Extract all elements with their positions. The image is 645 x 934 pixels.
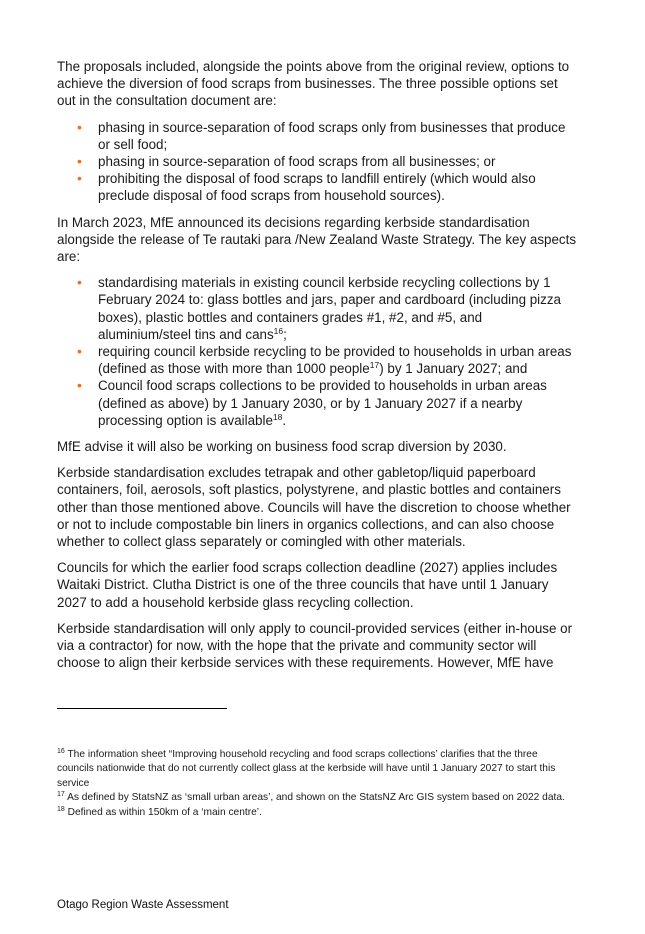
- footnote-18: $^{18}$ Defined as within 150km of a ‘main centre’.: [57, 805, 262, 818]
- footnote-ref: 16: [273, 325, 284, 336]
- bullet-icon: •: [77, 274, 82, 291]
- list-item: • Council food scraps collections to be provided to households in urban areas (defined as above) by 1 January 2030, or by 1 January 2027 if a nearby processing option is available$^{18}$.: [77, 377, 547, 428]
- bullet-icon: •: [77, 153, 82, 170]
- bullet-icon: •: [77, 343, 82, 360]
- paragraph-proposals: The proposals included, alongside the points above from the original review, options to achieve the diversion of food scraps from businesses. The three possible options set out in the consultation document are:: [57, 59, 570, 109]
- footnote-ref: 17: [369, 360, 380, 371]
- bullet-icon: •: [77, 170, 82, 187]
- page-footer: Otago Region Waste Assessment: [57, 899, 229, 911]
- paragraph-march-2023: In March 2023, MfE announced its decisions regarding kerbside standardisation alongside the release of Te rautaki para /New Zealand Waste Strategy. The key aspects are:: [57, 214, 577, 265]
- footnotes: [57, 748, 577, 820]
- footnote-17: $^{17}$ As defined by StatsNZ as ‘small urban areas’, and shown on the StatsNZ Arc GIS system based on 2022 data.: [57, 791, 565, 804]
- list-item: • phasing in source-separation of food scraps only from businesses that produce or sell food;: [77, 118, 566, 152]
- list-item: • requiring council kerbside recycling to be provided to households in urban areas (defined as those with more than 1000 people$^{17}$) by 1 January 2027; and: [77, 343, 572, 377]
- food-scrap-options-list: [57, 119, 577, 205]
- list-item: • prohibiting the disposal of food scraps to landfill entirely (which would also preclude disposal of food scraps from household sources).: [77, 170, 536, 204]
- paragraph-exclusions: Kerbside standardisation excludes tetrapak and other gabletop/liquid paperboard containers, foil, aerosols, soft plastics, polystyrene, and plastic bottles and containers other than those mentioned above. Councils will have the discretion to choose whether or not to include compostable bin liners in organics collections, and can also choose whether to collect glass separately or comingled with other materials.: [57, 465, 571, 550]
- paragraph-business-diversion: MfE advise it will also be working on business food scrap diversion by 2030.: [57, 439, 507, 455]
- list-item: • phasing in source-separation of food scraps from all businesses; or: [77, 153, 496, 170]
- bullet-icon: •: [77, 118, 82, 135]
- bullet-icon: •: [77, 377, 82, 394]
- footnote-16: $^{16}$ The information sheet “Improving household recycling and food scraps collections’ clarifies that the three councils nationwide that do not currently collect glass at the kerbside will have until 1 January 2027 to start this service: [57, 748, 556, 789]
- footnote-separator: [57, 708, 227, 709]
- footnote-ref: 18: [272, 411, 283, 422]
- paragraph-deadlines: Councils for which the earlier food scraps collection deadline (2027) applies includes Waitaki District. Clutha District is one of the three councils that have until 1 January 2027 to add a household kerbside glass recycling collection.: [57, 560, 558, 610]
- list-item: • standardising materials in existing council kerbside recycling collections by 1 February 2024 to: glass bottles and jars, paper and cardboard (including pizza boxes), plastic bottles and containers grades #1, #2, and #5, and aluminium/steel tins and cans$^{16}$;: [77, 274, 561, 342]
- paragraph-council-services: Kerbside standardisation will only apply to council-provided services (either in-house or via a contractor) for now, with the hope that the private and community sector will choose to align their kerbside services with these requirements. However, MfE have: [57, 620, 573, 671]
- body-content: [57, 58, 577, 681]
- key-aspects-list: [57, 274, 577, 429]
